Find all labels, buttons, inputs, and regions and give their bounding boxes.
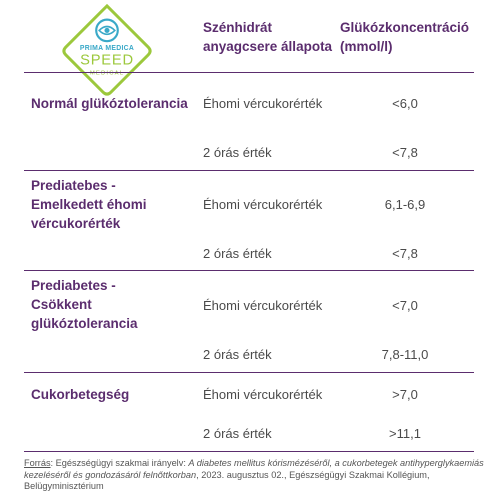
condition-cell: Éhomi vércukorérték [203, 387, 323, 402]
table-row [24, 244, 474, 264]
condition-cell: 2 órás érték [203, 145, 272, 160]
table-row [24, 345, 474, 365]
value-cell: 6,1-6,9 [384, 197, 426, 212]
group-name-line: Cukorbetegség [31, 387, 130, 402]
table-group-diabetes [24, 372, 474, 452]
condition-cell: 2 órás érték [203, 246, 272, 261]
table-row [24, 296, 474, 316]
source-footnote [24, 458, 484, 493]
source-suffix: , 2023. augusztus 02., Egészségügyi Szakmai Kollégium, Belügyminisztérium [24, 469, 430, 491]
source-prefix: : Egészségügyi szakmai irányelv: [50, 458, 189, 468]
source-title: A diabetes mellitus kórismézéséről, a cukorbetegek antihyperglykaemiás kezeléséről és gondozásáról felnőttkorban [24, 458, 484, 480]
value-cell: 7,8-11,0 [381, 347, 429, 362]
table-row [24, 143, 474, 163]
table-group-impaired-fasting [24, 170, 474, 270]
header-carbohydrate-state [203, 18, 343, 56]
header-glucose-concentration [340, 18, 490, 56]
group-name-line: Prediatebes - [31, 178, 116, 193]
logo-text-speed: SPEED [80, 52, 134, 69]
value-cell: >7,0 [392, 387, 418, 402]
table-row [24, 385, 474, 405]
header-col2-line1: Szénhidrát [203, 20, 273, 35]
glucose-table [24, 72, 474, 452]
value-cell: >11,1 [389, 426, 421, 441]
group-name-line: Csökkent [31, 297, 92, 312]
table-group-normal [24, 72, 474, 170]
condition-cell: Éhomi vércukorérték [203, 197, 323, 212]
header-col3-line1: Glükózkoncentráció [340, 20, 470, 35]
source-label: Forrás [24, 458, 51, 468]
table-row [24, 424, 474, 444]
table-row [24, 94, 474, 114]
value-cell: <7,8 [392, 145, 418, 160]
table-row [24, 195, 474, 215]
condition-cell: 2 órás érték [203, 347, 272, 362]
condition-cell: Éhomi vércukorérték [203, 298, 323, 313]
header-col3-line2: (mmol/l) [340, 39, 393, 54]
header-col2-line2: anyagcsere állapota [203, 39, 333, 54]
group-name-line: Prediabetes - [31, 278, 116, 293]
logo-text-medical: MEDICAL [89, 70, 125, 77]
table-group-impaired-tolerance [24, 270, 474, 372]
logo-eye-pupil [104, 28, 109, 33]
group-name-line: Emelkedett éhomi [31, 197, 147, 212]
value-cell: <7,0 [392, 298, 418, 313]
group-name-line: Normál glükóztolerancia [31, 96, 188, 111]
value-cell: <6,0 [392, 96, 418, 111]
group-name-line: glükóztolerancia [31, 316, 138, 331]
condition-cell: 2 órás érték [203, 426, 272, 441]
logo-text-prima-medica: PRIMA MEDICA [79, 45, 135, 53]
group-name-line: vércukorérték [31, 216, 121, 231]
value-cell: <7,8 [392, 246, 418, 261]
condition-cell: Éhomi vércukorérték [203, 96, 323, 111]
